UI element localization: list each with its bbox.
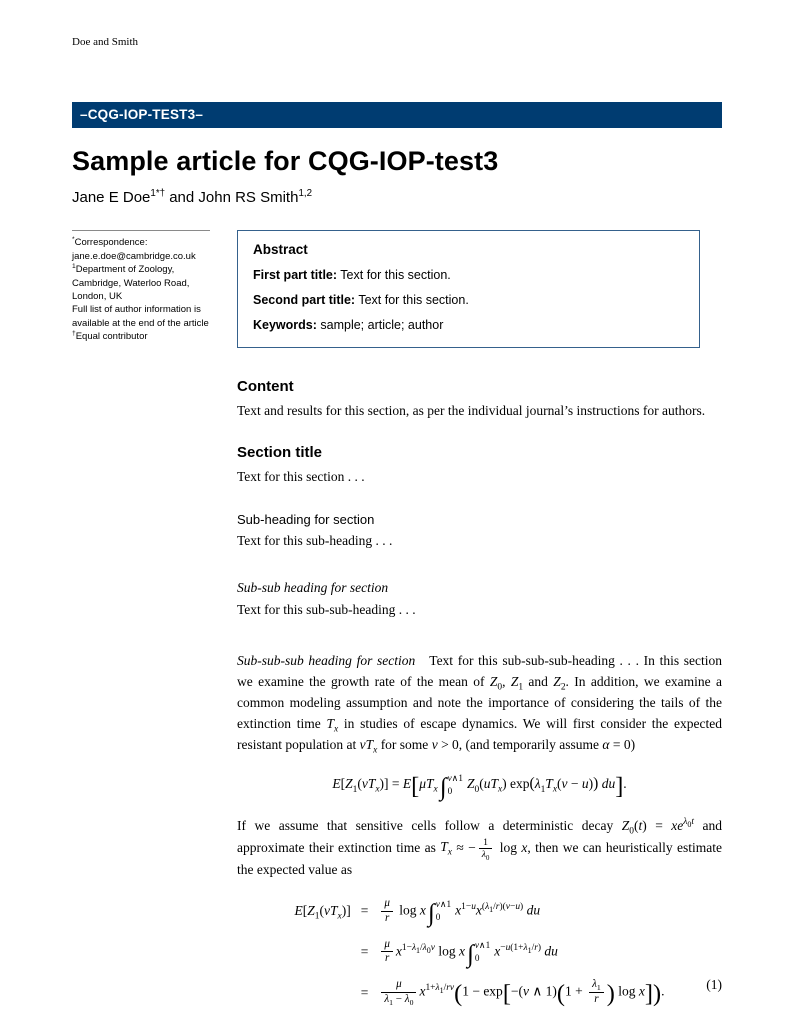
paragraph: If we assume that sensitive cells follow a deterministic decay $Z_0(t) = xe^{\lambda_0t}$ and approximate their extinction time as $T_x$ ≈ − $\frac{1}{\lambda_0}$ log x, then we can heuristically estimate the expected value as bbox=[237, 817, 722, 878]
paragraph: Text for this sub-sub-heading . . . bbox=[237, 602, 416, 618]
display-equation: $E[Z_1(vT_x)] = E[\mu T_x\int$ v∧1 0 $Z_0(uT_x) \exp(\lambda_1T_x(v - u))$ du]. bbox=[332, 772, 627, 801]
abstract-item-label: Second part title: bbox=[253, 293, 356, 308]
abstract-item-label: First part title: bbox=[253, 268, 338, 283]
affiliation-line: $^1$Department of Zoology, bbox=[72, 262, 175, 276]
affiliation-line: London, UK bbox=[72, 290, 123, 302]
paragraph: Text and results for this section, as per the individual journal’s instructions for authors. bbox=[237, 403, 706, 419]
abstract-item-text: sample; article; author bbox=[320, 318, 444, 333]
abstract-item bbox=[253, 291, 684, 309]
paragraph: Text for this sub-heading . . . bbox=[237, 533, 393, 549]
author-line: Jane E Doe$^{1*\dagger}$ and John RS Smith$^{1,2}$ bbox=[72, 188, 312, 207]
abstract-item-label: Keywords: bbox=[253, 318, 317, 333]
author-info-note: Full list of author information is bbox=[72, 304, 201, 316]
equation-relation: = bbox=[360, 984, 369, 1000]
abstract-item bbox=[253, 316, 684, 334]
equal-contributor-note: †Equal contributor bbox=[72, 330, 148, 343]
subsubsection-heading: Sub-sub heading for section bbox=[237, 580, 389, 596]
author-info-note: available at the end of the article bbox=[72, 317, 209, 329]
correspondence-block bbox=[72, 230, 210, 344]
abstract-box bbox=[237, 230, 700, 348]
runin-heading: Sub-sub-sub heading for section bbox=[237, 653, 416, 669]
running-head: Doe and Smith bbox=[72, 36, 138, 48]
abstract-item bbox=[253, 266, 684, 284]
affiliation-line: Cambridge, Waterloo Road, bbox=[72, 277, 190, 289]
paragraph: Text for this section . . . bbox=[237, 469, 365, 485]
equation-relation: = bbox=[360, 943, 369, 959]
journal-banner: –CQG-IOP-TEST3– bbox=[72, 102, 722, 128]
section-heading-content: Content bbox=[237, 378, 294, 396]
abstract-item-text: Text for this section. bbox=[340, 268, 451, 283]
equation-rhs: $\frac{\mu}{r}$ $x^{1-\lambda_1/\lambda_0v}$ log x∫ v∧1 0 $x^{-u(1+\lambda_1/r)}$ du bbox=[378, 938, 558, 967]
equation-relation: = bbox=[360, 903, 369, 919]
aligned-equations bbox=[237, 897, 722, 1007]
frontmatter-row bbox=[72, 230, 722, 348]
equation-number: (1) bbox=[706, 976, 722, 992]
article-body bbox=[237, 378, 722, 1006]
equation-rhs: $\frac{\mu}{r}$ log x∫ v∧1 0 $x^{1-u}x^{(\lambda_1/r)(v-u)}$ du bbox=[378, 897, 540, 926]
subsection-heading: Sub-heading for section bbox=[237, 512, 375, 528]
paragraph-with-runin-heading bbox=[237, 651, 722, 756]
paragraph-text: Text for this sub-sub-sub-heading . . . In this section we examine the growth rate of the mean of $Z_0$, $Z_1$ and $Z_2$. In addition, we examine a common modeling assumption and note the importance of considering the tails of the extinction time $T_x$ in studies of escape dynamics. We will first consider the expected resistant population at $vT_x$ for some v > 0, (and temporarily assume α = 0) bbox=[237, 653, 723, 756]
section-heading-title: Section title bbox=[237, 444, 323, 462]
equation-lhs: $E[Z_1(vT_x)]$ bbox=[294, 903, 351, 922]
correspondence-label: *Correspondence: bbox=[72, 235, 148, 249]
abstract-item-text: Text for this section. bbox=[358, 293, 469, 308]
correspondence-email: jane.e.doe@cambridge.co.uk bbox=[72, 250, 196, 262]
equation-rhs: $\frac{\mu}{\lambda_1 - \lambda_0}$ $x^{1+\lambda_1/rv}(1 - \exp[-(v$ ∧ 1)(1 + $\frac{\lambda_1}{r}$ ) log x]). bbox=[378, 978, 664, 1007]
article-title: Sample article for CQG-IOP-test3 bbox=[72, 146, 499, 176]
equation-grid bbox=[237, 897, 722, 1007]
abstract-heading: Abstract bbox=[253, 242, 308, 258]
